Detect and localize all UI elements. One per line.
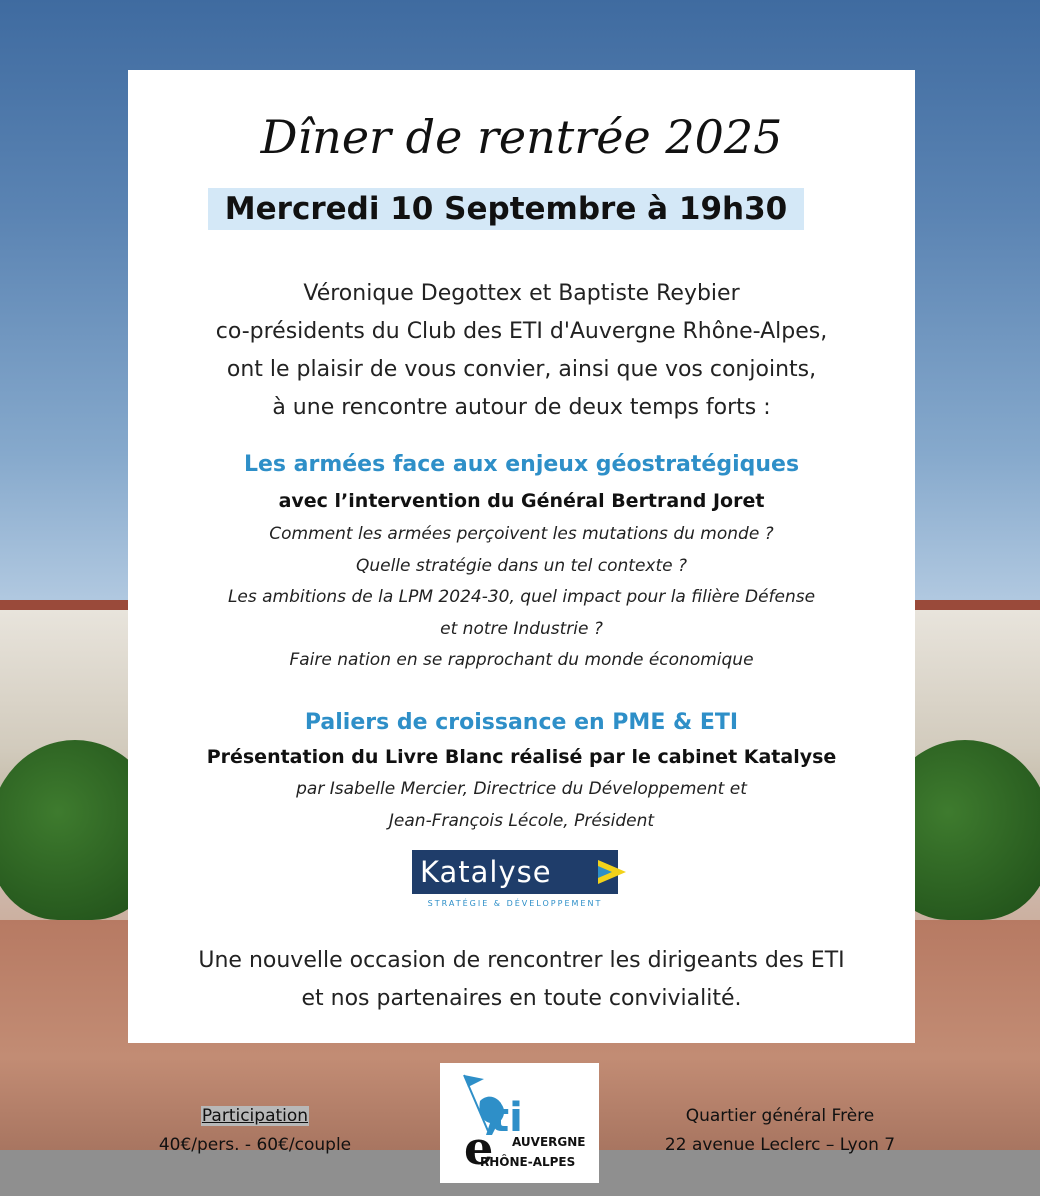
section2-line: Jean-François Lécole, Président bbox=[388, 810, 655, 831]
venue-address: 22 avenue Leclerc – Lyon 7 bbox=[664, 1135, 896, 1155]
closing-text bbox=[128, 942, 915, 1018]
venue-name: Quartier général Frère bbox=[685, 1106, 875, 1126]
section1-line: et notre Industrie ? bbox=[440, 618, 603, 639]
section1-questions bbox=[128, 519, 915, 677]
section1-line: Comment les armées perçoivent les mutations du monde ? bbox=[269, 524, 774, 544]
section1-subtitle: avec l’intervention du Général Bertrand Joret bbox=[278, 490, 765, 512]
katalyse-logo bbox=[412, 850, 632, 912]
section1-title: Les armées face aux enjeux géostratégiques bbox=[243, 452, 800, 477]
participation-info bbox=[130, 1102, 380, 1160]
closing-line: et nos partenaires en toute convivialité. bbox=[301, 986, 742, 1011]
event-date: Mercredi 10 Septembre à 19h30 bbox=[208, 188, 804, 230]
event-title: Dîner de rentrée 2025 bbox=[260, 110, 783, 164]
eti-logo bbox=[440, 1063, 599, 1183]
eti-logo-region2: RHÔNE-ALPES bbox=[480, 1155, 576, 1169]
intro-text bbox=[128, 275, 915, 427]
eti-logo-e: e bbox=[464, 1121, 494, 1175]
katalyse-arrow-inner-icon bbox=[598, 866, 612, 878]
section1-line: Quelle stratégie dans un tel contexte ? bbox=[355, 555, 688, 576]
section2-line: par Isabelle Mercier, Directrice du Développement et bbox=[296, 779, 747, 799]
section2-subtitle: Présentation du Livre Blanc réalisé par le cabinet Katalyse bbox=[206, 746, 837, 768]
section1-line: Les ambitions de la LPM 2024-30, quel impact pour la filière Défense bbox=[227, 587, 816, 607]
closing-line: Une nouvelle occasion de rencontrer les dirigeants des ETI bbox=[198, 948, 845, 973]
section2-title: Paliers de croissance en PME & ETI bbox=[304, 710, 739, 735]
eti-logo-ti: ti bbox=[490, 1095, 523, 1141]
section2-speakers bbox=[128, 774, 915, 837]
katalyse-tagline: STRATÉGIE & DÉVELOPPEMENT bbox=[427, 899, 603, 908]
participation-label: Participation bbox=[201, 1106, 309, 1126]
intro-line: co-présidents du Club des ETI d'Auvergne Rhône-Alpes, bbox=[215, 319, 828, 344]
intro-line: ont le plaisir de vous convier, ainsi que vos conjoints, bbox=[226, 357, 817, 382]
section1-line: Faire nation en se rapprochant du monde économique bbox=[289, 650, 754, 670]
intro-line: à une rencontre autour de deux temps forts : bbox=[272, 395, 771, 420]
eti-logo-region1: AUVERGNE bbox=[512, 1135, 586, 1149]
katalyse-wordmark: Katalyse bbox=[412, 850, 618, 894]
participation-price: 40€/pers. - 60€/couple bbox=[158, 1135, 352, 1155]
intro-line: Véronique Degottex et Baptiste Reybier bbox=[303, 281, 740, 306]
venue-info bbox=[650, 1102, 910, 1160]
